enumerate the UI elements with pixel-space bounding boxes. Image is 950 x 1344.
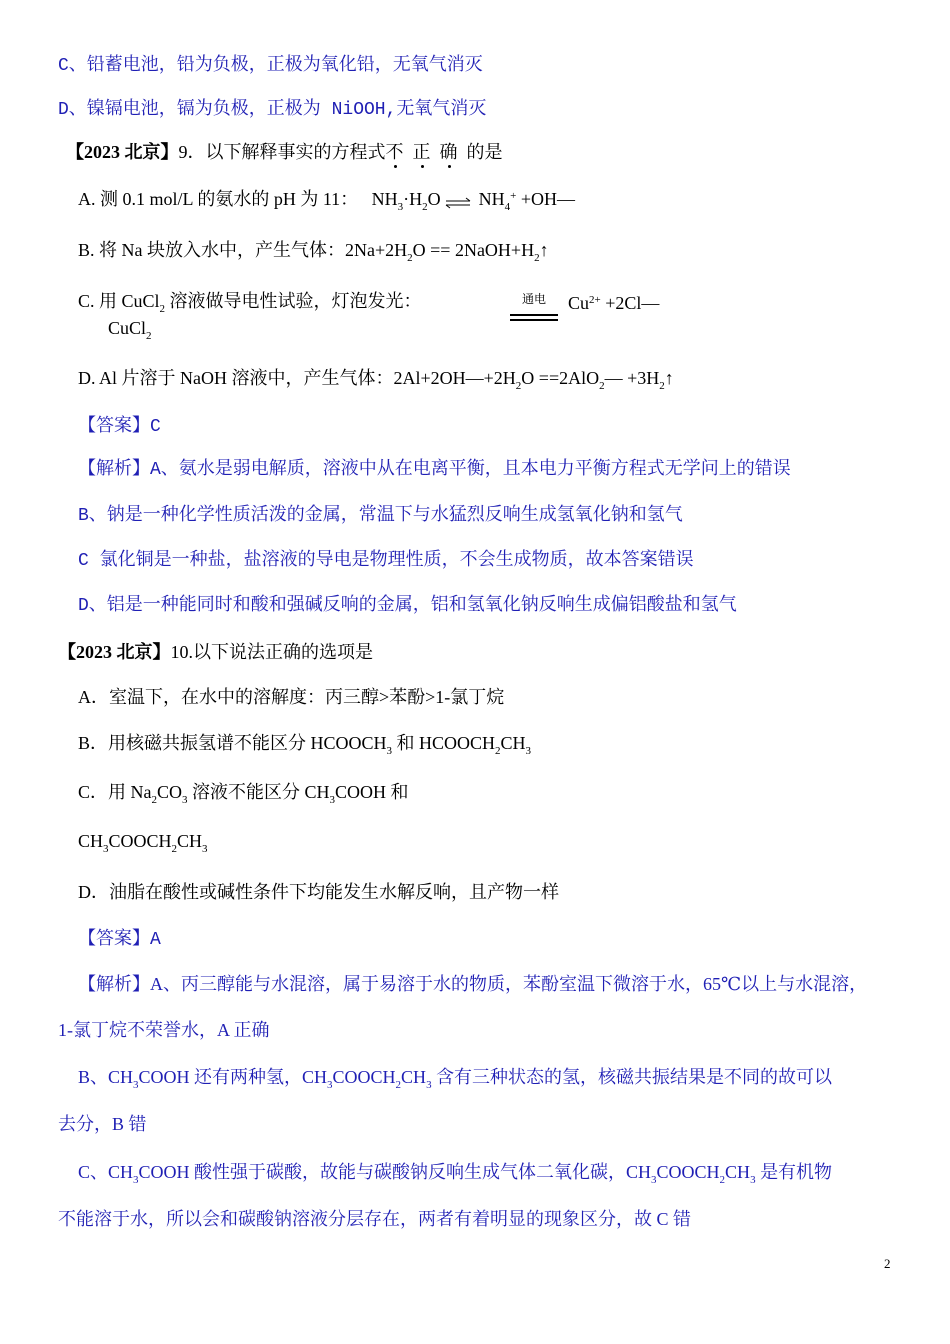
q10-option-d: D．油脂在酸性或碱性条件下均能发生水解反响，且产物一样 (78, 882, 559, 902)
q10-analysis-b2: 去分，B 错 (58, 1114, 147, 1134)
q10-stem: 【2023 北京】10.以下说法正确的选项是 (58, 642, 373, 662)
q9-emph-3: 确 (439, 142, 458, 162)
electrolysis-line-top (510, 314, 558, 316)
q9-stem-text: 9．以下解释事实的方程式 (178, 142, 386, 162)
q10-option-a: A．室温下，在水中的溶解度：丙三醇>苯酚>1-氯丁烷 (78, 687, 505, 707)
q9-answer: 【答案】C (78, 417, 161, 437)
q10-option-b: B．用核磁共振氢谱不能区分 $HCOOCH_3$ 和 $HCOOCH_2CH_3$ (78, 733, 532, 757)
q9-c-reactant: CuCl$_2$ (108, 318, 152, 342)
q9-option-d: D. Al 片溶于 NaOH 溶液中，产生气体：$2Al+2OH―+2H_2O$ ==2AlO$_2$― $+3H_2↑$ (78, 368, 674, 392)
q9-analysis-c: C 氯化铜是一种盐，盐溶液的导电是物理性质，不会生成物质，故本答案错误 (78, 551, 694, 571)
q9-a-text: A. 测 0.1 mol/L 的氨水的 pH 为 11： (78, 189, 359, 209)
q9-option-c: C. 用 CuCl$_2$ 溶液做导电性试验，灯泡发光： (78, 291, 422, 315)
q10-analysis-a2: 1-氯丁烷不荣誉水，A 正确 (58, 1020, 270, 1040)
q9-d-text: D. Al 片溶于 NaOH 溶液中，产生气体：2Al+2OH―+2H (78, 368, 516, 388)
option-d-line: D、镍镉电池，镉为负极，正极为 NiOOH,无氧气消灭 (58, 100, 487, 120)
q9-tag: 【2023 北京】 (66, 142, 179, 162)
q9-b-text: B. 将 Na 块放入水中，产生气体：2Na+2H (78, 240, 408, 260)
q9-c-product: $Cu^{2+}$ +2Cl― (568, 293, 660, 313)
q10-option-c-cont: $CH_3COOCH_2CH_3$ (78, 831, 208, 855)
q9-emph-1: 不 (385, 142, 404, 162)
q10-analysis-a1: 【解析】A、丙三醇能与水混溶，属于易溶于水的物质，苯酚室温下微溶于水，65℃以上与水混溶， (78, 974, 868, 994)
electrolysis-condition: 通电 (522, 292, 547, 306)
q9-analysis-a: 【解析】A、氨水是弱电解质，溶液中从在电离平衡，且本电力平衡方程式无学问上的错误 (78, 460, 791, 480)
q9-option-a (78, 187, 575, 211)
q10-option-c: C．用 $Na_2CO_3$ 溶液不能区分 $CH_3COOH$ 和 (78, 782, 409, 806)
equilibrium-arrow-icon (445, 197, 471, 209)
q9-a-eq-right: $NH_4^+$ +OH― (478, 189, 576, 213)
option-c-line: C、铅蓄电池，铅为负极，正极为氧化铅，无氧气消灭 (58, 56, 483, 76)
q10-answer: 【答案】A (78, 930, 161, 950)
q10-analysis-c2: 不能溶于水，所以会和碳酸钠溶液分层存在，两者有着明显的现象区分，故 C 错 (58, 1209, 692, 1229)
electrolysis-line-bottom (510, 319, 558, 321)
q9-stem (66, 140, 503, 164)
q9-option-b: B. 将 Na 块放入水中，产生气体：$2Na+2H_2O$ == $2NaOH+H_2↑$ (78, 240, 549, 264)
q10-analysis-b1: B、$CH_3COOH$ 还有两种氢，$CH_3COOCH_2CH_3$ 含有三种状态的氢，核磁共振结果是不同的故可以 (78, 1067, 833, 1091)
q9-emph-2: 正 (412, 142, 431, 162)
q9-stem-end: 的是 (466, 142, 503, 162)
q9-c-text: C. 用 CuCl (78, 291, 160, 311)
q10-analysis-c1: C、$CH_3COOH$ 酸性强于碳酸，故能与碳酸钠反响生成气体二氧化碳，$CH_3COOCH_2CH_3$ 是有机物 (78, 1162, 833, 1186)
q9-a-eq-left: $NH_3\cdot H_2O$ (371, 189, 441, 213)
q9-analysis-d: D、铝是一种能同时和酸和强碱反响的金属，铝和氢氧化钠反响生成偏铝酸盐和氢气 (78, 596, 737, 616)
q9-analysis-b: B、钠是一种化学性质活泼的金属，常温下与水猛烈反响生成氢氧化钠和氢气 (78, 506, 683, 526)
page-number: 2 (884, 1256, 891, 1271)
